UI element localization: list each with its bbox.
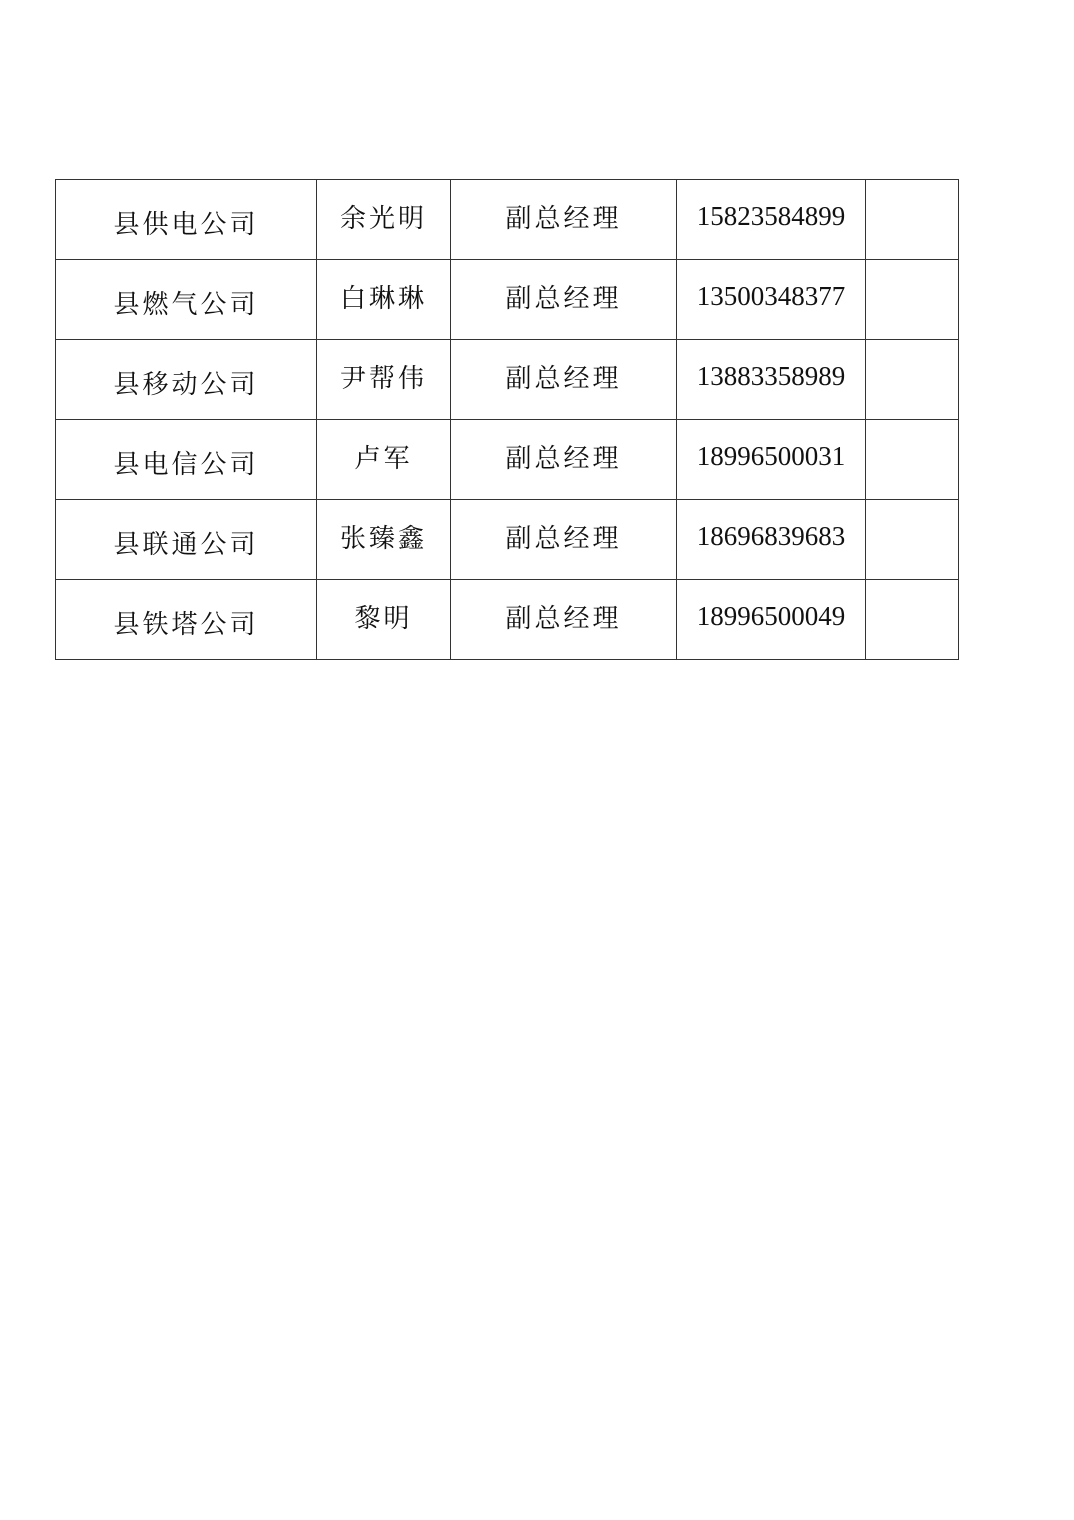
title-cell: 副总经理 xyxy=(451,340,677,420)
title-cell: 副总经理 xyxy=(451,260,677,340)
note-cell xyxy=(866,180,959,260)
title-cell: 副总经理 xyxy=(451,420,677,500)
name-cell: 黎明 xyxy=(317,580,451,660)
note-cell xyxy=(866,500,959,580)
name-cell: 白琳琳 xyxy=(317,260,451,340)
title-cell: 副总经理 xyxy=(451,180,677,260)
table-row xyxy=(56,580,959,660)
phone-cell: 18996500049 xyxy=(677,580,866,660)
name-cell: 余光明 xyxy=(317,180,451,260)
org-cell: 县电信公司 xyxy=(56,420,317,500)
phone-cell: 13500348377 xyxy=(677,260,866,340)
org-cell: 县联通公司 xyxy=(56,500,317,580)
name-cell: 张臻鑫 xyxy=(317,500,451,580)
note-cell xyxy=(866,580,959,660)
table-row xyxy=(56,420,959,500)
phone-cell: 18996500031 xyxy=(677,420,866,500)
table-row xyxy=(56,340,959,420)
table-row xyxy=(56,260,959,340)
name-cell: 卢军 xyxy=(317,420,451,500)
note-cell xyxy=(866,340,959,420)
phone-cell: 15823584899 xyxy=(677,180,866,260)
note-cell xyxy=(866,260,959,340)
name-cell: 尹帮伟 xyxy=(317,340,451,420)
title-cell: 副总经理 xyxy=(451,500,677,580)
phone-cell: 13883358989 xyxy=(677,340,866,420)
org-cell: 县燃气公司 xyxy=(56,260,317,340)
table-row xyxy=(56,500,959,580)
org-cell: 县移动公司 xyxy=(56,340,317,420)
phone-cell: 18696839683 xyxy=(677,500,866,580)
org-cell: 县铁塔公司 xyxy=(56,580,317,660)
title-cell: 副总经理 xyxy=(451,580,677,660)
note-cell xyxy=(866,420,959,500)
contact-table xyxy=(55,179,959,660)
org-cell: 县供电公司 xyxy=(56,180,317,260)
table-row xyxy=(56,180,959,260)
